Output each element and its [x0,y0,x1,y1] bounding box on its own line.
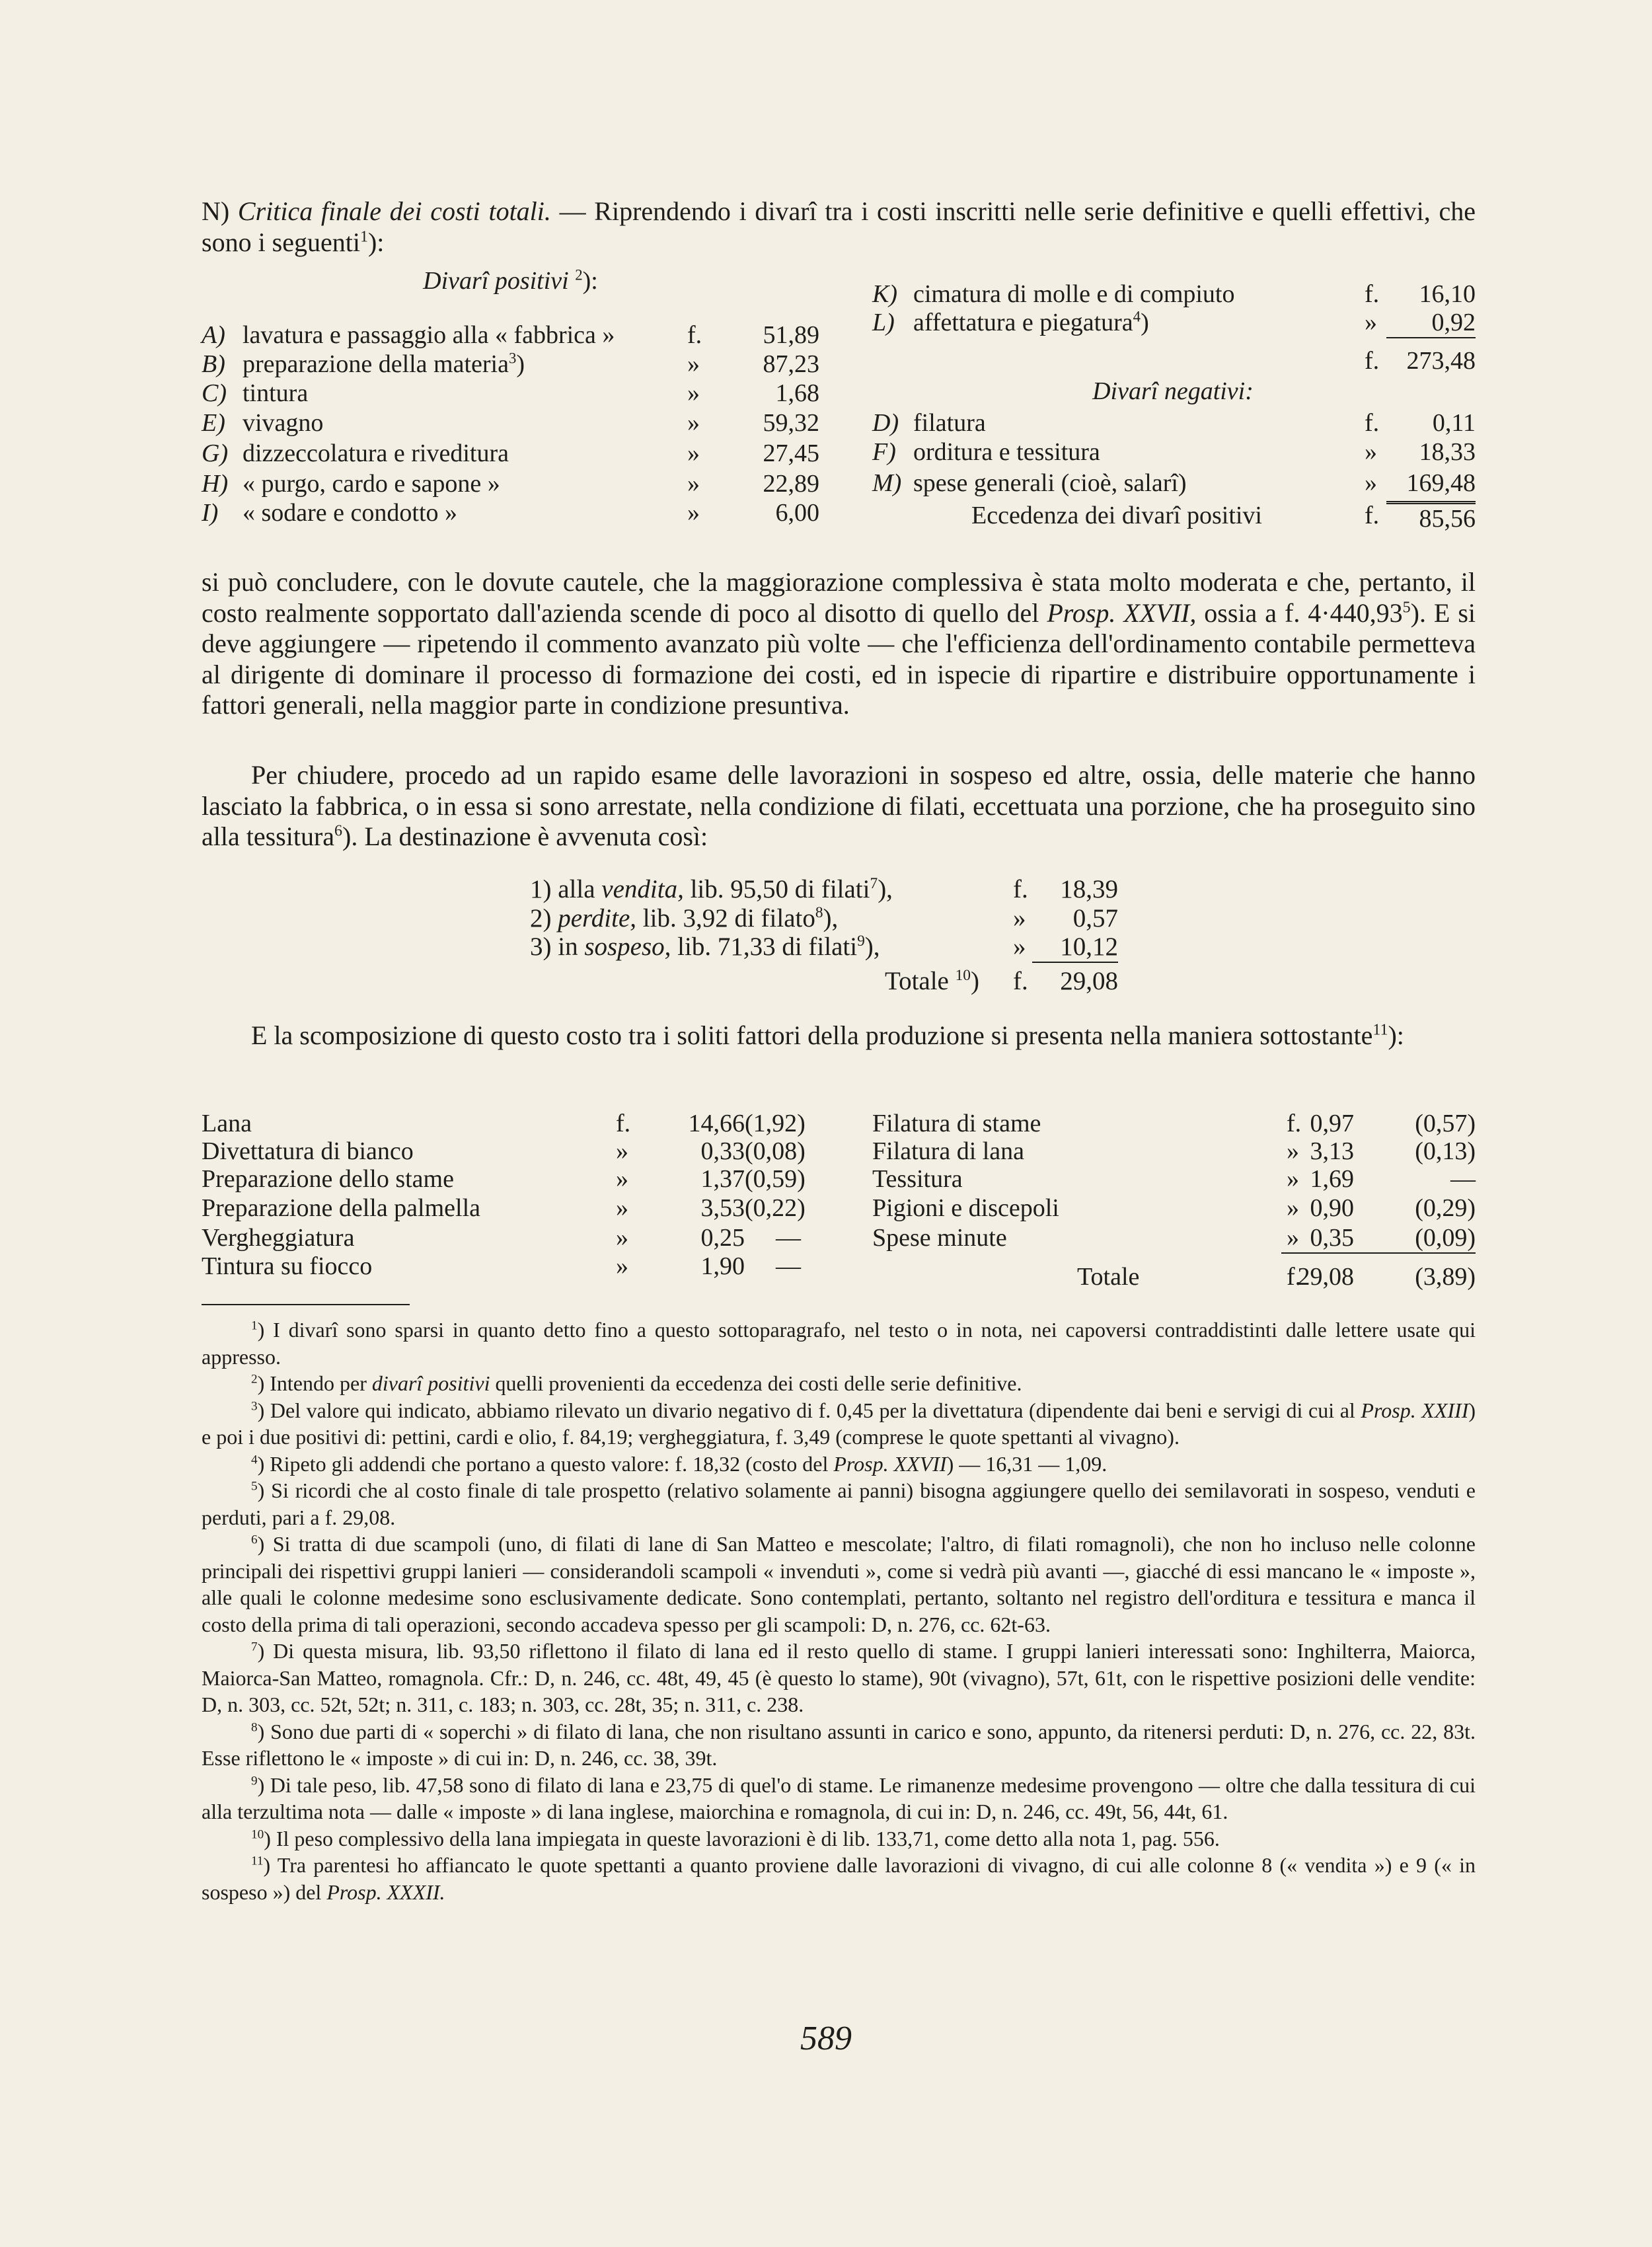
prefix: f. [1365,502,1380,529]
row-label: tintura [243,379,309,407]
text-segment: ): [367,227,385,257]
eccedenza-label: Eccedenza dei divarî positivi [971,502,1262,529]
row-label: Filatura di lana [872,1137,1025,1165]
row-label: Preparazione dello stame [202,1165,454,1193]
footnote [202,1718,1476,1772]
text-segment: ossia a f. 4·440,93 [1196,597,1403,628]
row-value: 1,68 [775,379,819,407]
footnote-ref: 3 [251,1398,258,1413]
text-segment: 2) [530,904,558,933]
prefix: » [616,1137,628,1165]
row-label: dizzeccolatura e riveditura [243,439,509,467]
conclusion-paragraph [202,567,1476,721]
text-segment: 1) alla [530,875,602,903]
text-segment: si può concludere, con le dovute cautele, che la maggiorazione complessiva è stata molto moderata e che, pertanto, il costo realmente sopportato dall'azienda scende di poco al disotto di quello del [202,567,1476,628]
divari-negativo-row [872,438,1476,467]
vivagno-share: — [776,1252,801,1280]
text-segment: — Riprendendo i divarî tra i costi inscritti nelle serie definitive e quelli effettivi, che sono i seguenti [202,196,1476,257]
divari-positivo-row [202,408,819,438]
row-label: Tintura su fiocco [202,1252,373,1280]
row-label: Pigioni e discepoli [872,1194,1059,1222]
scomposizione-row [202,1164,806,1194]
footnote-ref: 5 [1402,599,1411,617]
divari-positivi-header [202,266,819,295]
text-segment: Prosp. XXXII. [326,1880,445,1904]
footnote-ref: 10 [251,1827,264,1841]
prefix: » [616,1252,628,1280]
text-segment: ) Si tratta di due scampoli (uno, di filati di lane di San Matteo e mescolate; l'altro, di filati romagnoli), che non ho incluso nelle colonne principali dei rispettivi gruppi lanieri — considerandoli scampoli « invenduti », come si vedrà più avanti —, giacché di essi mancano le « imposte », alle quali le colonne medesime sono esclusivamente dedicate. Sono contemplati, pertanto, soltanto nel registro dell'orditura e tessitura e manca il costo della prima di tali operazioni, secondo accadeva spesso per gli scampoli: D, n. 276, cc. 62t-63. [202,1532,1476,1636]
eccedenza-value: 85,56 [1386,501,1476,533]
text-segment: ) Sono due parti di « soperchi » di filato di lana, che non risultano assunti in carico e sono, appunto, da ritenersi perduti: D, n. 276, cc. 22, 83t. Esse riflettono le « imposte » di cui in: D, n. 246, cc. 38, 39t. [202,1719,1476,1770]
row-label: lavatura e passaggio alla « fabbrica » [243,321,615,349]
vivagno-share: — [776,1224,801,1252]
row-label: filatura [913,409,986,437]
vivagno-share: (0,22) [745,1194,806,1222]
text-segment: lib. 95,50 di filati [683,875,870,903]
row-value: 0,97 [1310,1110,1354,1137]
scomposizione-total [872,1262,1476,1291]
intro-paragraph [202,196,1476,258]
row-letter: D) [872,409,899,437]
footnote [202,1477,1476,1531]
prefix: » [616,1224,628,1252]
prefix: » [687,350,700,378]
row-value: 1,90 [700,1252,745,1280]
text-segment: ), [823,904,839,933]
text-segment: ) Intendo per [257,1371,372,1395]
text-segment: E la scomposizione di questo costo tra i soliti fattori della produzione si presenta nella maniera sottostante [251,1020,1373,1050]
prefix: » [687,499,700,527]
prefix: » [1365,309,1377,336]
text-segment: ) [971,967,979,995]
footnote-ref: 11 [1372,1021,1388,1039]
footnote-ref: 4 [251,1452,258,1466]
row-label: « purgo, cardo e sapone » [243,470,500,498]
positivi-total-row [1365,346,1476,375]
divari-positivo-row [202,379,819,408]
row-value: 0,11 [1432,409,1476,437]
footnote [202,1638,1476,1718]
footnote [202,1397,1476,1451]
text-segment: ) — 16,31 — 1,09. [946,1451,1108,1476]
footnote-ref: 1 [359,228,368,246]
row-label: preparazione della materia$^3$) [243,350,525,378]
vivagno-share: (0,29) [1415,1194,1476,1222]
text-segment: ) Ripeto gli addendi che portano a questo valore: f. 18,32 (costo del [257,1451,834,1476]
text-segment: ): [1388,1020,1404,1050]
row-letter: C) [202,379,227,407]
row-letter: M) [872,469,902,497]
row-value: 22,89 [763,470,819,498]
row-value: 1,37 [700,1165,745,1193]
row-label: Tessitura [872,1165,963,1193]
text-segment: Prosp. XXVII [833,1451,947,1476]
vivagno-share: (0,59) [745,1165,806,1193]
footnote-ref: 11 [251,1854,264,1868]
footnote [202,1531,1476,1638]
footnote-ref: 10 [955,966,971,984]
divari-positivo-row [872,280,1476,309]
row-label: cimatura di molle e di compiuto [913,280,1235,308]
footnote-ref: 7 [251,1640,258,1654]
text-segment: ) Si ricordi che al costo finale di tale prospetto (relativo solamente ai panni) bisogna aggiungere quello dei semilavorati in sospeso, venduti e perduti, pari a f. 29,08. [202,1478,1476,1529]
row-value: 27,45 [763,439,819,467]
row-letter: A) [202,321,225,349]
text-segment: ) Tra parentesi ho affiancato le quote spettanti a quanto proviene dalle lavorazioni di vivagno, di cui alle colonne 8 (« vendita ») e 9 (« in sospeso ») del [202,1853,1476,1904]
vivagno-share: (0,57) [1415,1110,1476,1137]
row-value: 16,10 [1419,280,1476,308]
text-segment: ) Di questa misura, lib. 93,50 riflettono il filato di lana ed il resto quello di stame. I gruppi lanieri interessati sono: Inghilterra, Maiorca, Maiorca-San Matteo, romagnola. Cfr.: D, n. 246, cc. 48t, 49, 45 (è questo lo stame), 90t (vivagno), 57t, 61t, con le rispettive posizioni delle vendite: D, n. 303, cc. 52t, 52t; n. 311, c. 183; n. 303, cc. 28t, 35; n. 311, c. 238. [202,1639,1476,1716]
row-label: Filatura di stame [872,1110,1041,1137]
text-segment: Totale [884,967,956,995]
row-value: 0,90 [1310,1194,1354,1222]
prefix: f. [1365,409,1380,437]
row-letter: F) [872,438,896,466]
row-value: 0,35 [1281,1223,1354,1254]
row-value: 59,32 [763,409,819,437]
text-segment: divarî positivi [371,1371,490,1395]
row-value: 14,66 [688,1110,745,1137]
item-text [530,933,880,962]
text-segment: ) e poi i due positivi di: pettini, cardi e olio, f. 84,19; vergheggiatura, f. 3,49 (comprese le quote spettanti al vivagno). [202,1398,1476,1449]
row-label: orditura e tessitura [913,438,1100,466]
prefix: » [616,1165,628,1193]
destinazione-total [530,967,1118,996]
positivi-total-value: 273,48 [1406,347,1476,375]
prefix: f. [1365,280,1380,308]
footnote [202,1825,1476,1852]
prefix: » [1365,438,1377,466]
prefix: » [1287,1165,1299,1193]
prefix: » [1365,469,1377,497]
prefix: f. [1013,967,1028,995]
text-segment: ) Il peso complessivo della lana impiegata in queste lavorazioni è di lib. 133,71, come detto alla nota 1, pag. 556. [264,1826,1220,1850]
row-letter: L) [872,309,895,336]
prefix: » [1287,1224,1299,1252]
total-label: Totale [1077,1263,1140,1291]
footnote [202,1370,1476,1397]
prefix: f. [1287,1263,1302,1291]
vivagno-total: (3,89) [1415,1263,1476,1291]
footnote-ref: 2 [575,266,583,284]
row-value: 51,89 [763,321,819,349]
text-segment: ) I divarî sono sparsi in quanto detto fino a questo sottoparagrafo, nel testo o in nota, nei capoversi contraddistinti dalle lettere usate qui appresso. [202,1318,1476,1369]
prefix: f. [616,1110,631,1137]
closing-paragraph [202,760,1476,853]
footnote-ref: 9 [251,1773,258,1788]
footnote-ref: 8 [251,1720,258,1734]
prefix: » [687,379,700,407]
text-segment: 3) in [530,933,585,961]
scomposizione-row [202,1109,806,1138]
prefix: » [1287,1137,1299,1165]
row-value: 87,23 [763,350,819,378]
total-value: 29,08 [1060,967,1118,995]
scomposizione-row [872,1194,1476,1223]
text-segment: ), [864,933,880,961]
scomposizione-row [872,1137,1476,1166]
footnote-ref: 3 [508,350,517,367]
prefix: » [687,439,700,467]
divari-positivo-row [202,469,819,498]
row-value: 6,00 [775,499,819,527]
text-segment: quelli provenienti da eccedenza dei costi delle serie definitive. [490,1371,1022,1395]
divari-positivo-row [202,439,819,468]
item-value: 0,57 [1072,904,1118,933]
row-value: 18,33 [1419,438,1476,466]
divari-negativi-header: Divarî negativi: [1092,377,1254,405]
text-segment: Prosp. XXIII [1361,1398,1469,1422]
row-value: 3,53 [700,1194,745,1222]
text-segment: ) Del valore qui indicato, abbiamo rilevato un divario negativo di f. 0,45 per la divettatura (dipendente dai beni e servigi di cui al [257,1398,1361,1422]
divari-positivo-row [202,321,819,350]
footnote-rule [202,1304,410,1305]
row-letter: H) [202,470,229,498]
text-segment: Critica finale dei costi totali. [237,196,551,226]
footnote-ref: 6 [251,1533,258,1547]
text-segment: lib. 71,33 di filati [671,933,858,961]
footnote-ref: 1 [251,1318,258,1333]
text-segment: ). La destinazione è avvenuta così: [342,821,708,851]
row-value: 3,13 [1310,1137,1354,1165]
text-segment: N) [202,196,238,226]
text-segment: ) Di tale peso, lib. 47,58 sono di filato di lana e 23,75 di quel'o di stame. Le rimanenze medesime provengono — oltre che dalla tessitura di cui alla terzultima nota — dalle « imposte » di lana inglese, maiorchina e romagnola, di cui in: D, n. 246, cc. 49t, 56, 44t, 61. [202,1772,1476,1823]
text-segment: Prosp. XXVII, [1047,597,1197,628]
footnote-ref: 6 [334,822,343,840]
row-value: 0,33 [700,1137,745,1165]
row-label: Lana [202,1110,252,1137]
footnote [202,1772,1476,1825]
prefix: » [1013,933,1026,961]
scomposizione-row [202,1194,806,1223]
page-number: 589 [800,2020,852,2057]
scomposizione-paragraph [202,1020,1476,1051]
footnote-ref: 2 [251,1372,258,1387]
text-segment: perdite, [558,904,637,933]
item-text [530,904,838,933]
vivagno-share: (0,09) [1354,1223,1476,1254]
total-value: 29,08 [1297,1263,1354,1291]
prefix: f. [687,321,702,349]
footnote-ref: 7 [870,874,878,892]
row-label: Spese minute [872,1224,1007,1252]
divari-positivo-row [872,308,1476,337]
prefix: » [616,1194,628,1222]
footnote-ref: 4 [1133,308,1141,325]
vivagno-share: (0,13) [1415,1137,1476,1165]
text-segment: ). E si deve aggiungere — ripetendo il commento avanzato più volte — che l'efficienza dell'ordinamento contabile permetteva al dirigente di dominare il processo di formazione dei costi, ed in ispecie di ripartire e distribuire opportunamente i fattori generali, nella maggior parte in condizione presuntiva. [202,597,1476,720]
row-label: Divettatura di bianco [202,1137,414,1165]
row-value: 1,69 [1310,1165,1354,1193]
footnote-ref: 5 [251,1479,258,1494]
footnote-ref: 8 [815,903,823,921]
text-segment: sospeso, [584,933,671,961]
prefix: » [1287,1194,1299,1222]
prefix: » [687,409,700,437]
divari-positivo-row [202,498,819,527]
text-segment: Per chiudere, procedo ad un rapido esame delle lavorazioni in sospeso ed altre, ossia, delle materie che hanno lasciato la fabbrica, o in essa si sono arrestate, nella condizione di filati, eccettuata una porzione, che ha proseguito sino alla tessitura [202,760,1476,851]
row-letter: I) [202,499,219,527]
row-label: Preparazione della palmella [202,1194,481,1222]
row-value: 0,92 [1386,308,1476,338]
scomposizione-row [872,1164,1476,1194]
text-segment: ): [582,267,598,295]
prefix: f. [1365,347,1380,375]
destinazione-item [530,933,1118,962]
row-letter: K) [872,280,897,308]
scomposizione-row [872,1223,1476,1252]
divari-negativo-row [872,408,1476,438]
scomposizione-row [872,1109,1476,1138]
footnote [202,1451,1476,1478]
row-label: affettatura e piegatura$^4$) [913,308,1149,336]
item-value: 10,12 [1032,933,1118,963]
footnote [202,1852,1476,1905]
scomposizione-row [202,1137,806,1166]
divari-positivo-row [202,350,819,379]
prefix: » [1013,904,1026,933]
row-letter: B) [202,350,225,378]
row-label: spese generali (cioè, salarî) [913,469,1187,497]
footnote [202,1316,1476,1370]
prefix: f. [1287,1110,1302,1137]
row-letter: E) [202,409,225,437]
row-label: « sodare e condotto » [243,499,458,527]
text-segment: lib. 3,92 di filato [636,904,815,933]
vivagno-share: (1,92) [745,1110,806,1137]
scomposizione-row [202,1252,801,1281]
eccedenza-row [872,501,1476,533]
vivagno-share: (0,08) [745,1137,806,1165]
text-segment: Divarî positivi [423,267,576,295]
text-segment: vendita, [601,875,684,903]
item-value: 18,39 [1060,875,1118,903]
destinazione-item [530,904,1118,933]
row-label: vivagno [243,409,324,437]
item-text [530,875,893,904]
row-value: 0,25 [700,1224,745,1252]
prefix: f. [1013,875,1028,903]
footnote-ref: 9 [857,932,865,950]
scomposizione-row [202,1223,801,1252]
divari-negativo-row [872,469,1476,498]
vivagno-share: — [1450,1165,1476,1193]
row-label: Vergheggiatura [202,1224,355,1252]
row-value: 169,48 [1406,469,1476,497]
total-label [885,967,979,996]
destinazione-item [530,875,1118,904]
row-letter: G) [202,439,229,467]
prefix: » [687,470,700,498]
footnotes [202,1316,1476,1905]
text-segment: ), [878,875,893,903]
